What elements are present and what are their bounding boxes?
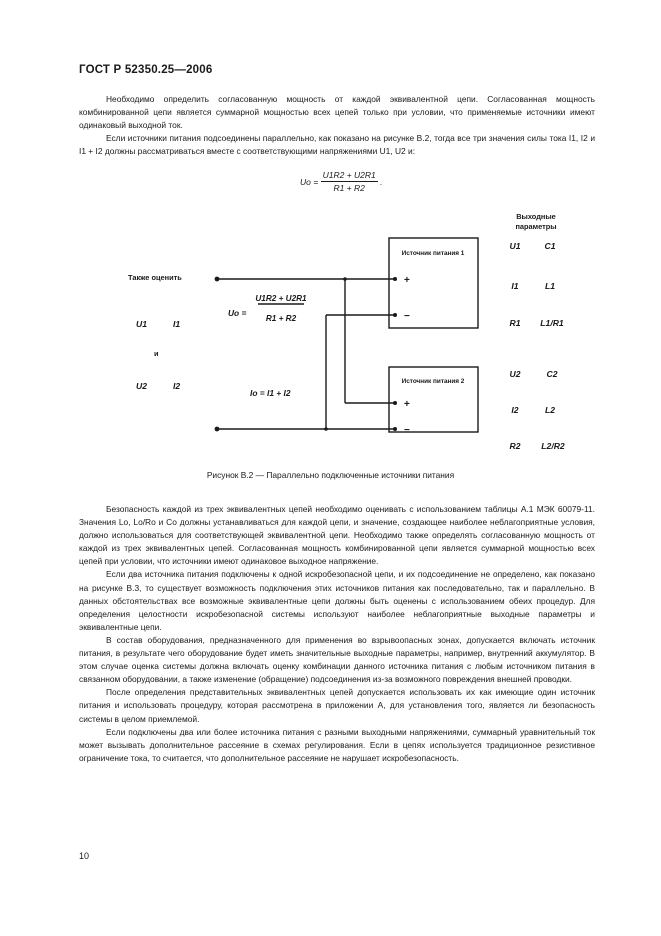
also-assess-label: Также оценить bbox=[128, 273, 182, 282]
left-i2: I2 bbox=[173, 381, 181, 391]
junction-negative bbox=[324, 427, 328, 431]
source-2-label: Источник питания 2 bbox=[401, 378, 465, 385]
param-i2: I2 bbox=[511, 405, 519, 415]
body-paragraph-4: После определения представительных эквивалентных цепей допускается использовать их как имеющие один источник питания и использовать процедуру, которая рассмотрена в приложении А, для установления того, является ли безопасность системы в целом приемлемой. bbox=[79, 687, 595, 724]
intro-text bbox=[79, 93, 595, 158]
formula-numerator: U1R2 + U2R1 bbox=[322, 170, 376, 180]
circuit-diagram bbox=[0, 205, 661, 465]
source-1-minus-terminal bbox=[393, 313, 397, 317]
left-u1: U1 bbox=[136, 319, 147, 329]
param-l2: L2 bbox=[544, 405, 556, 415]
body-paragraph-3: В состав оборудования, предназначенного для применения во взрывоопасных зонах, допускается включать источник питания, в результате чего оборудование будет иметь значительные выходные параметры, например, внутренний аккумулятор. В этом случае оценка системы должна включать оценку комбинации данного источника питания с любым источником питания в связанном оборудовании, а также изменение (обращение) подсоединения из-за возможного повреждения внешней проводки. bbox=[79, 634, 595, 685]
figure-uo-denominator: R1 + R2 bbox=[265, 314, 297, 323]
intro-paragraph-1: Необходимо определить согласованную мощность от каждой эквивалентной цепи. Согласованная мощность комбинированной цепи является суммарной мощностью всех цепей только при условии, что применяемые источники имеют одинаковый выходной ток. bbox=[79, 94, 595, 131]
source-1-minus-sign: − bbox=[404, 311, 410, 322]
body-paragraph-2: Если два источника питания подключены к одной искробезопасной цепи, и их подсоединение не определено, как показано на рисунке В.3, то существует возможность подключения этих источников питания как последовательно, так и параллельно. В данных обстоятельствах все возможные эквивалентные цепи должны быть оценены с использованием обеих процедур. Для определения целостности искробезопасной системы используют наиболее неблагоприятные выходные параметры и эквивалентные цепи. bbox=[79, 569, 595, 632]
source-1-plus-terminal bbox=[393, 277, 397, 281]
param-l1-r1: L1/R1 bbox=[540, 318, 564, 328]
param-c1: C1 bbox=[544, 241, 556, 251]
formula-denominator: R1 + R2 bbox=[333, 183, 365, 193]
source-2-minus-sign: − bbox=[404, 425, 410, 436]
param-l2-r2: L2/R2 bbox=[541, 441, 565, 451]
body-paragraph-5: Если подключены два или более источника питания с разными выходными напряжениями, суммарный уравнительный ток может вызывать дополнительное рассеяние в схемах регулирования. Если в цепях используется традиционное резистивное ограничение тока, то считается, что дополнительное рассеяние не нарушает искробезопасность. bbox=[79, 726, 595, 763]
param-c2: C2 bbox=[546, 369, 558, 379]
source-2-minus-terminal bbox=[393, 427, 397, 431]
body-text bbox=[79, 503, 595, 765]
param-r1: R1 bbox=[509, 318, 521, 328]
uo-formula bbox=[300, 170, 382, 193]
param-l1: L1 bbox=[544, 281, 556, 291]
figure-uo-numerator: U1R2 + U2R1 bbox=[255, 294, 307, 303]
source-1-label: Источник питания 1 bbox=[401, 250, 465, 257]
source-2-plus-terminal bbox=[393, 401, 397, 405]
document-header: ГОСТ Р 52350.25—2006 bbox=[79, 64, 213, 76]
param-i1: I1 bbox=[511, 281, 519, 291]
left-and: и bbox=[154, 349, 159, 358]
figure-caption: Рисунок В.2 — Параллельно подключенные источники питания bbox=[206, 470, 455, 480]
formula-lhs: Uo = bbox=[300, 176, 319, 187]
param-r2: R2 bbox=[509, 441, 521, 451]
source-1-plus-sign: + bbox=[404, 275, 410, 286]
param-u2: U2 bbox=[509, 369, 521, 379]
out-params-title-1: Выходные bbox=[516, 212, 556, 221]
left-i1: I1 bbox=[173, 319, 181, 329]
terminal-positive bbox=[215, 277, 220, 282]
left-u2: U2 bbox=[136, 381, 147, 391]
source-2-box bbox=[389, 367, 478, 432]
page-number: 10 bbox=[79, 851, 90, 861]
formula-fraction bbox=[321, 170, 378, 193]
formula-tail: . bbox=[380, 176, 383, 187]
source-2-plus-sign: + bbox=[404, 399, 410, 410]
out-params-title-2: параметры bbox=[515, 222, 557, 231]
junction-positive bbox=[343, 277, 347, 281]
figure-io-expression: Io = I1 + I2 bbox=[250, 388, 291, 398]
param-u1: U1 bbox=[509, 241, 521, 251]
figure-uo-lhs: Uo = bbox=[228, 308, 247, 318]
body-paragraph-1: Безопасность каждой из трех эквивалентных цепей необходимо оценивать с использованием таблицы А.1 МЭК 60079-11. Значения Lo, Lo/Ro и Co должны устанавливаться для каждой цепи, и значение, создающее наиболее неблагоприятные условия, должно использоваться для соответствующей эквивалентной цепи. Необходимо также определять согласованную мощность от каждой из трех эквивалентных цепей. Согласованная мощность комбинированной цепи является суммарной мощностью всех цепей при условии, что источники имеют одинаковое выходное напряжение. bbox=[79, 504, 595, 567]
terminal-negative bbox=[215, 427, 220, 432]
intro-paragraph-2: Если источники питания подсоединены параллельно, как показано на рисунке В.2, тогда все три значения силы тока I1, I2 и I1 + I2 должны рассматриваться вместе с соответствующими напряжениями U1, U2 и: bbox=[79, 133, 595, 157]
